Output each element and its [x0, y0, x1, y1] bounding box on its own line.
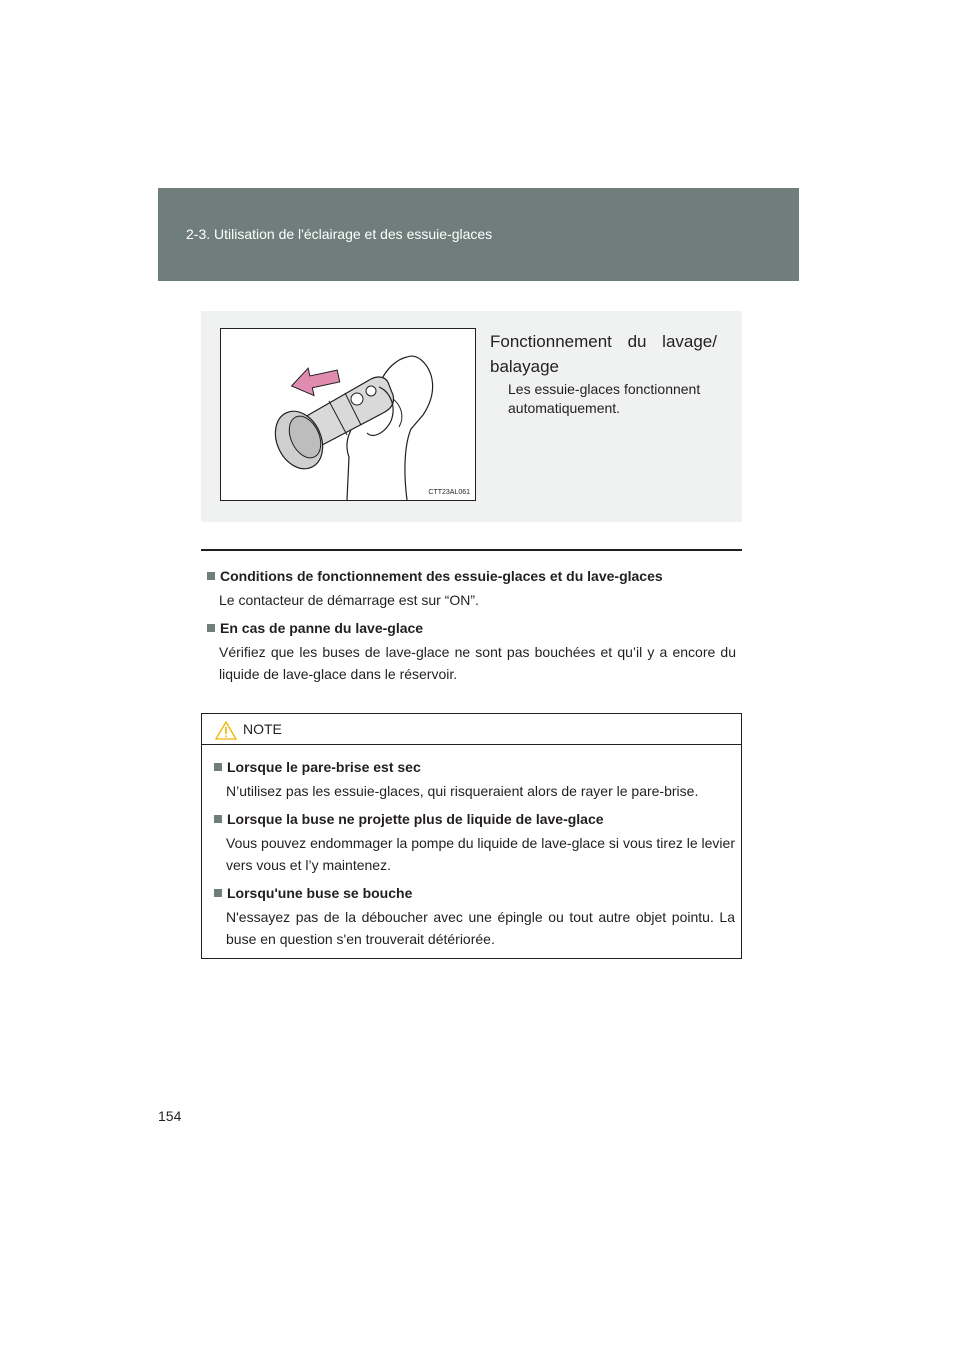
- square-bullet-icon: [214, 763, 222, 771]
- info-heading: En cas de panne du lave-glace: [220, 620, 424, 636]
- warning-triangle-icon: [215, 721, 237, 740]
- note-heading: Lorsqu'une buse se bouche: [227, 885, 413, 901]
- note-text: N’utilisez pas les essuie-glaces, qui risqueraient alors de rayer le pare-brise.: [226, 783, 699, 799]
- note-heading: Lorsque la buse ne projette plus de liquide de lave-glace: [227, 811, 604, 827]
- info-body: Vérifiez que les buses de lave-glace ne sont pas bouchées et qu’il y a encore du liquide de lave-glace dans le réservoir.: [219, 644, 736, 682]
- note-box: [201, 713, 742, 959]
- note-body: [202, 745, 741, 950]
- info-item: [207, 566, 736, 611]
- square-bullet-icon: [207, 572, 215, 580]
- square-bullet-icon: [214, 815, 222, 823]
- note-header: [202, 714, 741, 745]
- illustration-panel: [201, 311, 742, 522]
- section-header: [158, 188, 799, 281]
- operation-description: Les essuie-glaces fonctionnent automatiquement.: [508, 381, 701, 416]
- operation-title: Fonctionnement du lavage/ balayage: [490, 332, 717, 376]
- hand-lever-drawing: [221, 329, 475, 500]
- info-body: Le contacteur de démarrage est sur “ON”.: [219, 592, 479, 608]
- note-text: N'essayez pas de la déboucher avec une épingle ou tout autre objet pointu. La buse en question s'en trouverait détériorée.: [226, 909, 735, 947]
- note-heading: Lorsque le pare-brise est sec: [227, 759, 421, 775]
- square-bullet-icon: [207, 624, 215, 632]
- note-text: Vous pouvez endommager la pompe du liquide de lave-glace si vous tirez le levier vers vous et l’y maintenez.: [226, 835, 735, 873]
- info-item: [207, 618, 736, 685]
- figure-code: CTT23AL061: [428, 489, 470, 496]
- section-divider: [201, 549, 742, 551]
- page-number: 154: [158, 1108, 182, 1124]
- info-heading: Conditions de fonctionnement des essuie-glaces et du lave-glaces: [220, 568, 663, 584]
- note-title: NOTE: [243, 721, 282, 737]
- info-section: [207, 566, 736, 685]
- wiper-lever-figure: [220, 328, 476, 501]
- square-bullet-icon: [214, 889, 222, 897]
- section-title: 2-3. Utilisation de l'éclairage et des essuie-glaces: [186, 226, 493, 242]
